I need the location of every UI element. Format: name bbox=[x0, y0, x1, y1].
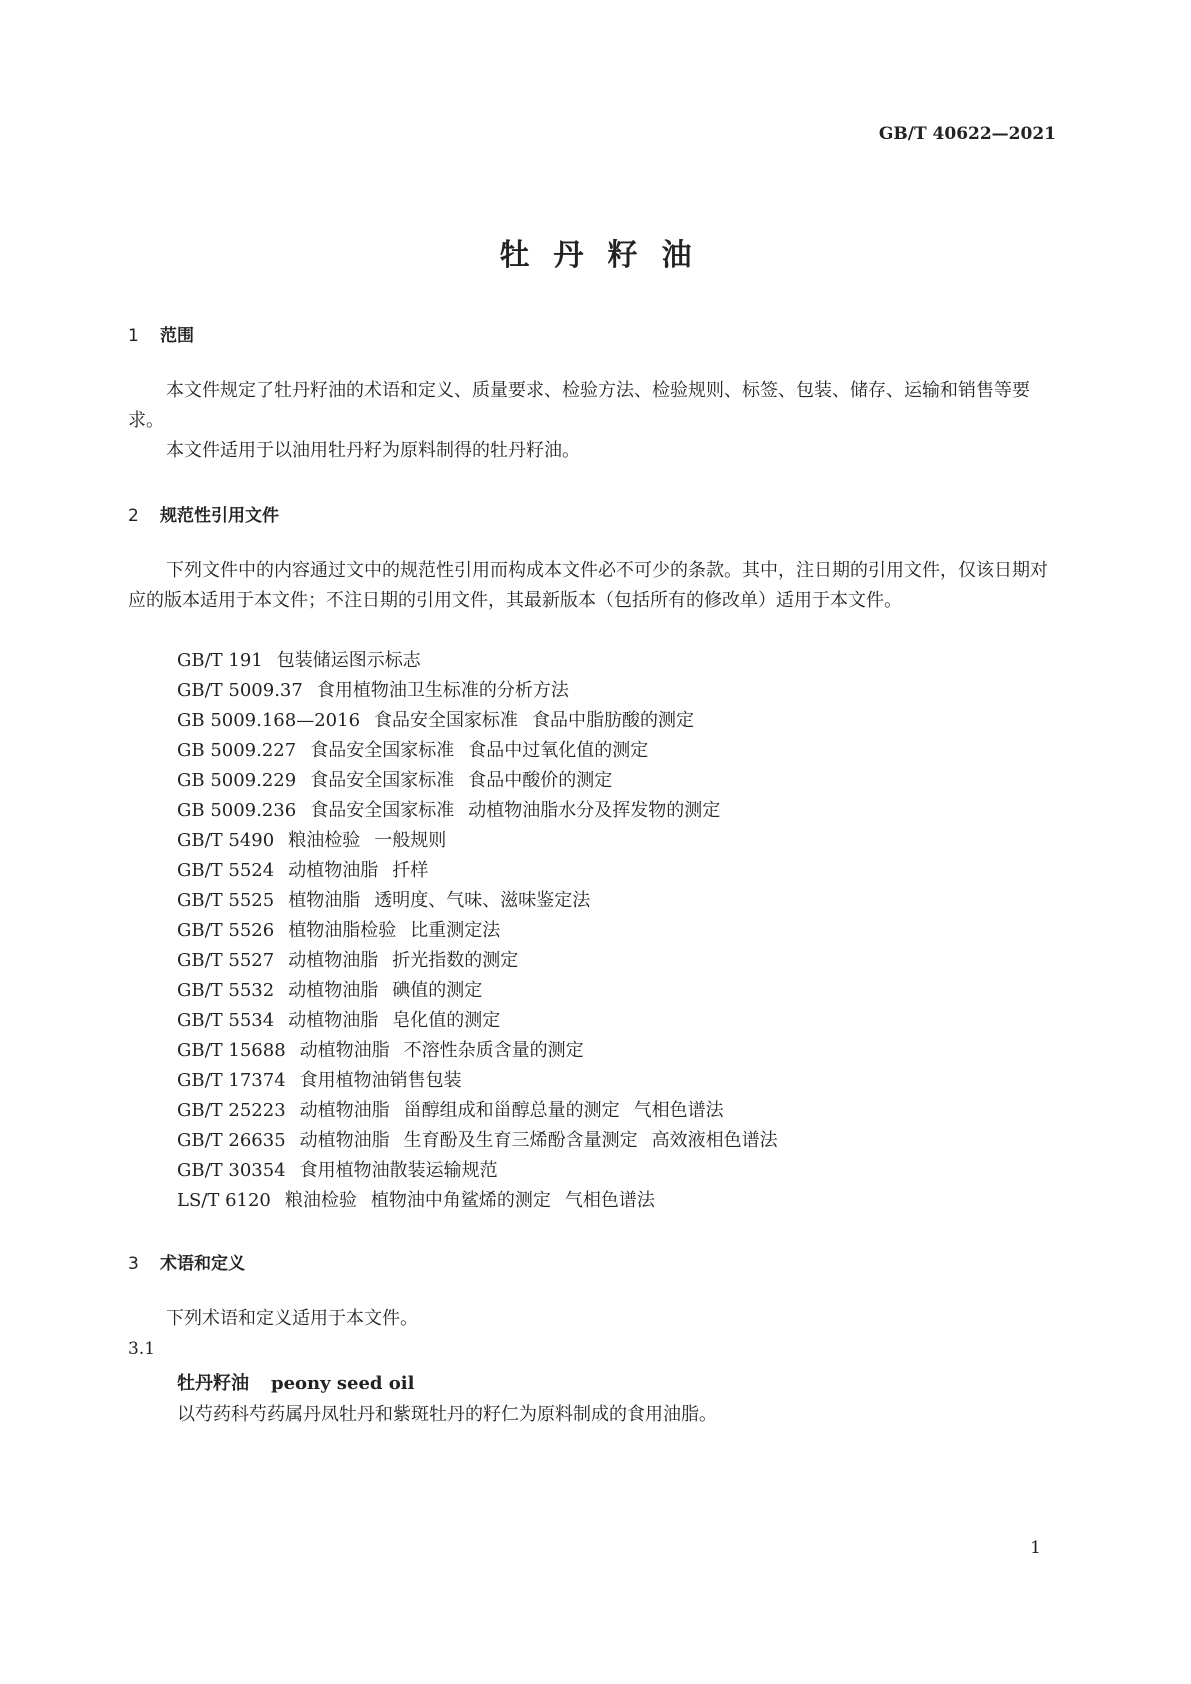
reference-code: GB 5009.236 bbox=[177, 800, 297, 821]
reference-title-part: 食用植物油散装运输规范 bbox=[299, 1160, 498, 1181]
reference-title-part: 食用植物油销售包装 bbox=[299, 1070, 462, 1091]
reference-item bbox=[177, 646, 421, 676]
reference-item bbox=[177, 946, 518, 976]
reference-title-part: 食用植物油卫生标准的分析方法 bbox=[316, 680, 569, 701]
reference-title-part: 动植物油脂 bbox=[299, 1100, 390, 1121]
reference-title-part: 食品安全国家标准 bbox=[310, 740, 455, 761]
reference-title-part: 扦样 bbox=[392, 860, 429, 881]
reference-title-part: 植物油中角鲨烯的测定 bbox=[370, 1190, 551, 1211]
reference-title-part: 碘值的测定 bbox=[392, 980, 483, 1001]
reference-code: GB/T 25223 bbox=[177, 1100, 286, 1121]
reference-title-part: 气相色谱法 bbox=[564, 1190, 655, 1211]
reference-title-part: 动植物油脂 bbox=[299, 1040, 390, 1061]
reference-item bbox=[177, 826, 446, 856]
reference-code: GB/T 5527 bbox=[177, 950, 275, 971]
reference-title-part: 一般规则 bbox=[374, 830, 447, 851]
document-title: 牡丹籽油 bbox=[499, 238, 716, 273]
reference-code: GB/T 5534 bbox=[177, 1010, 275, 1031]
section-1-heading bbox=[128, 321, 194, 346]
reference-item bbox=[177, 766, 612, 796]
reference-item bbox=[177, 1156, 498, 1186]
reference-title-part: 动植物油脂 bbox=[299, 1130, 390, 1151]
reference-title-part: 粮油检验 bbox=[288, 830, 361, 851]
reference-title-part: 食品中过氧化值的测定 bbox=[468, 740, 649, 761]
term-definition: 以芍药科芍药属丹凤牡丹和紫斑牡丹的籽仁为原料制成的食用油脂。 bbox=[177, 1404, 717, 1425]
reference-item bbox=[177, 1186, 655, 1216]
reference-title-part: 包装储运图示标志 bbox=[276, 650, 421, 671]
reference-item bbox=[177, 1036, 584, 1066]
reference-title-part: 食品安全国家标准 bbox=[310, 800, 455, 821]
section-number: 1 bbox=[128, 326, 139, 346]
reference-code: GB/T 5009.37 bbox=[177, 680, 303, 701]
reference-title-part: 植物油脂 bbox=[288, 890, 361, 911]
reference-title-part: 动植物油脂 bbox=[288, 950, 379, 971]
reference-title-part: 食品安全国家标准 bbox=[374, 710, 519, 731]
reference-title-part: 生育酚及生育三烯酚含量测定 bbox=[403, 1130, 638, 1151]
reference-title-part: 粮油检验 bbox=[284, 1190, 357, 1211]
reference-title-part: 不溶性杂质含量的测定 bbox=[403, 1040, 584, 1061]
reference-code: GB/T 5524 bbox=[177, 860, 275, 881]
section-1-paragraph: 本文件规定了牡丹籽油的术语和定义、质量要求、检验方法、检验规则、标签、包装、储存、运输和销售等要求。 bbox=[128, 380, 1030, 431]
reference-code: GB/T 17374 bbox=[177, 1070, 286, 1091]
reference-title-part: 比重测定法 bbox=[410, 920, 501, 941]
reference-code: GB 5009.229 bbox=[177, 770, 297, 791]
section-title: 术语和定义 bbox=[160, 1254, 245, 1274]
reference-item bbox=[177, 916, 500, 946]
reference-code: GB 5009.168—2016 bbox=[177, 710, 361, 731]
section-3-heading bbox=[128, 1249, 245, 1274]
term-number: 3.1 bbox=[128, 1339, 156, 1359]
section-title: 规范性引用文件 bbox=[160, 506, 279, 526]
reference-title-part: 动植物油脂 bbox=[288, 860, 379, 881]
reference-title-part: 高效液相色谱法 bbox=[651, 1130, 778, 1151]
reference-item bbox=[177, 1066, 462, 1096]
page-number: 1 bbox=[1030, 1538, 1041, 1558]
term-label bbox=[177, 1369, 414, 1395]
reference-item bbox=[177, 1126, 778, 1156]
reference-title-part: 食品中脂肪酸的测定 bbox=[532, 710, 695, 731]
reference-code: GB/T 5526 bbox=[177, 920, 275, 941]
section-title: 范围 bbox=[160, 326, 194, 346]
reference-title-part: 食品安全国家标准 bbox=[310, 770, 455, 791]
reference-title-part: 透明度、气味、滋味鉴定法 bbox=[374, 890, 591, 911]
term-chinese: 牡丹籽油 bbox=[177, 1373, 249, 1394]
section-number: 3 bbox=[128, 1254, 139, 1274]
reference-code: GB/T 30354 bbox=[177, 1160, 286, 1181]
reference-code: GB 5009.227 bbox=[177, 740, 297, 761]
reference-item bbox=[177, 796, 720, 826]
reference-item bbox=[177, 976, 482, 1006]
reference-code: GB/T 5490 bbox=[177, 830, 275, 851]
term-english: peony seed oil bbox=[271, 1373, 415, 1394]
reference-title-part: 动植物油脂 bbox=[288, 1010, 379, 1031]
reference-code: GB/T 26635 bbox=[177, 1130, 286, 1151]
reference-title-part: 皂化值的测定 bbox=[392, 1010, 501, 1031]
section-3-intro: 下列术语和定义适用于本文件。 bbox=[166, 1308, 418, 1329]
section-2-heading bbox=[128, 501, 279, 526]
reference-code: GB/T 5525 bbox=[177, 890, 275, 911]
reference-title-part: 动植物油脂水分及挥发物的测定 bbox=[468, 800, 721, 821]
section-1-paragraph: 本文件适用于以油用牡丹籽为原料制得的牡丹籽油。 bbox=[166, 440, 580, 461]
reference-item bbox=[177, 676, 569, 706]
reference-code: GB/T 191 bbox=[177, 650, 263, 671]
reference-title-part: 气相色谱法 bbox=[633, 1100, 724, 1121]
reference-item bbox=[177, 856, 428, 886]
reference-code: GB/T 5532 bbox=[177, 980, 275, 1001]
reference-item bbox=[177, 1096, 724, 1126]
reference-item bbox=[177, 886, 590, 916]
standard-number: GB/T 40622—2021 bbox=[878, 124, 1056, 144]
reference-title-part: 食品中酸价的测定 bbox=[468, 770, 613, 791]
reference-title-part: 植物油脂检验 bbox=[288, 920, 397, 941]
section-number: 2 bbox=[128, 506, 139, 526]
reference-code: GB/T 15688 bbox=[177, 1040, 286, 1061]
reference-title-part: 动植物油脂 bbox=[288, 980, 379, 1001]
section-2-intro: 下列文件中的内容通过文中的规范性引用而构成本文件必不可少的条款。其中，注日期的引用文件，仅该日期对应的版本适用于本文件；不注日期的引用文件，其最新版本（包括所有的修改单）适用于本文件。 bbox=[128, 560, 1048, 611]
reference-item bbox=[177, 736, 648, 766]
reference-title-part: 甾醇组成和甾醇总量的测定 bbox=[403, 1100, 620, 1121]
reference-item bbox=[177, 1006, 500, 1036]
reference-item bbox=[177, 706, 694, 736]
reference-code: LS/T 6120 bbox=[177, 1190, 271, 1211]
reference-title-part: 折光指数的测定 bbox=[392, 950, 519, 971]
